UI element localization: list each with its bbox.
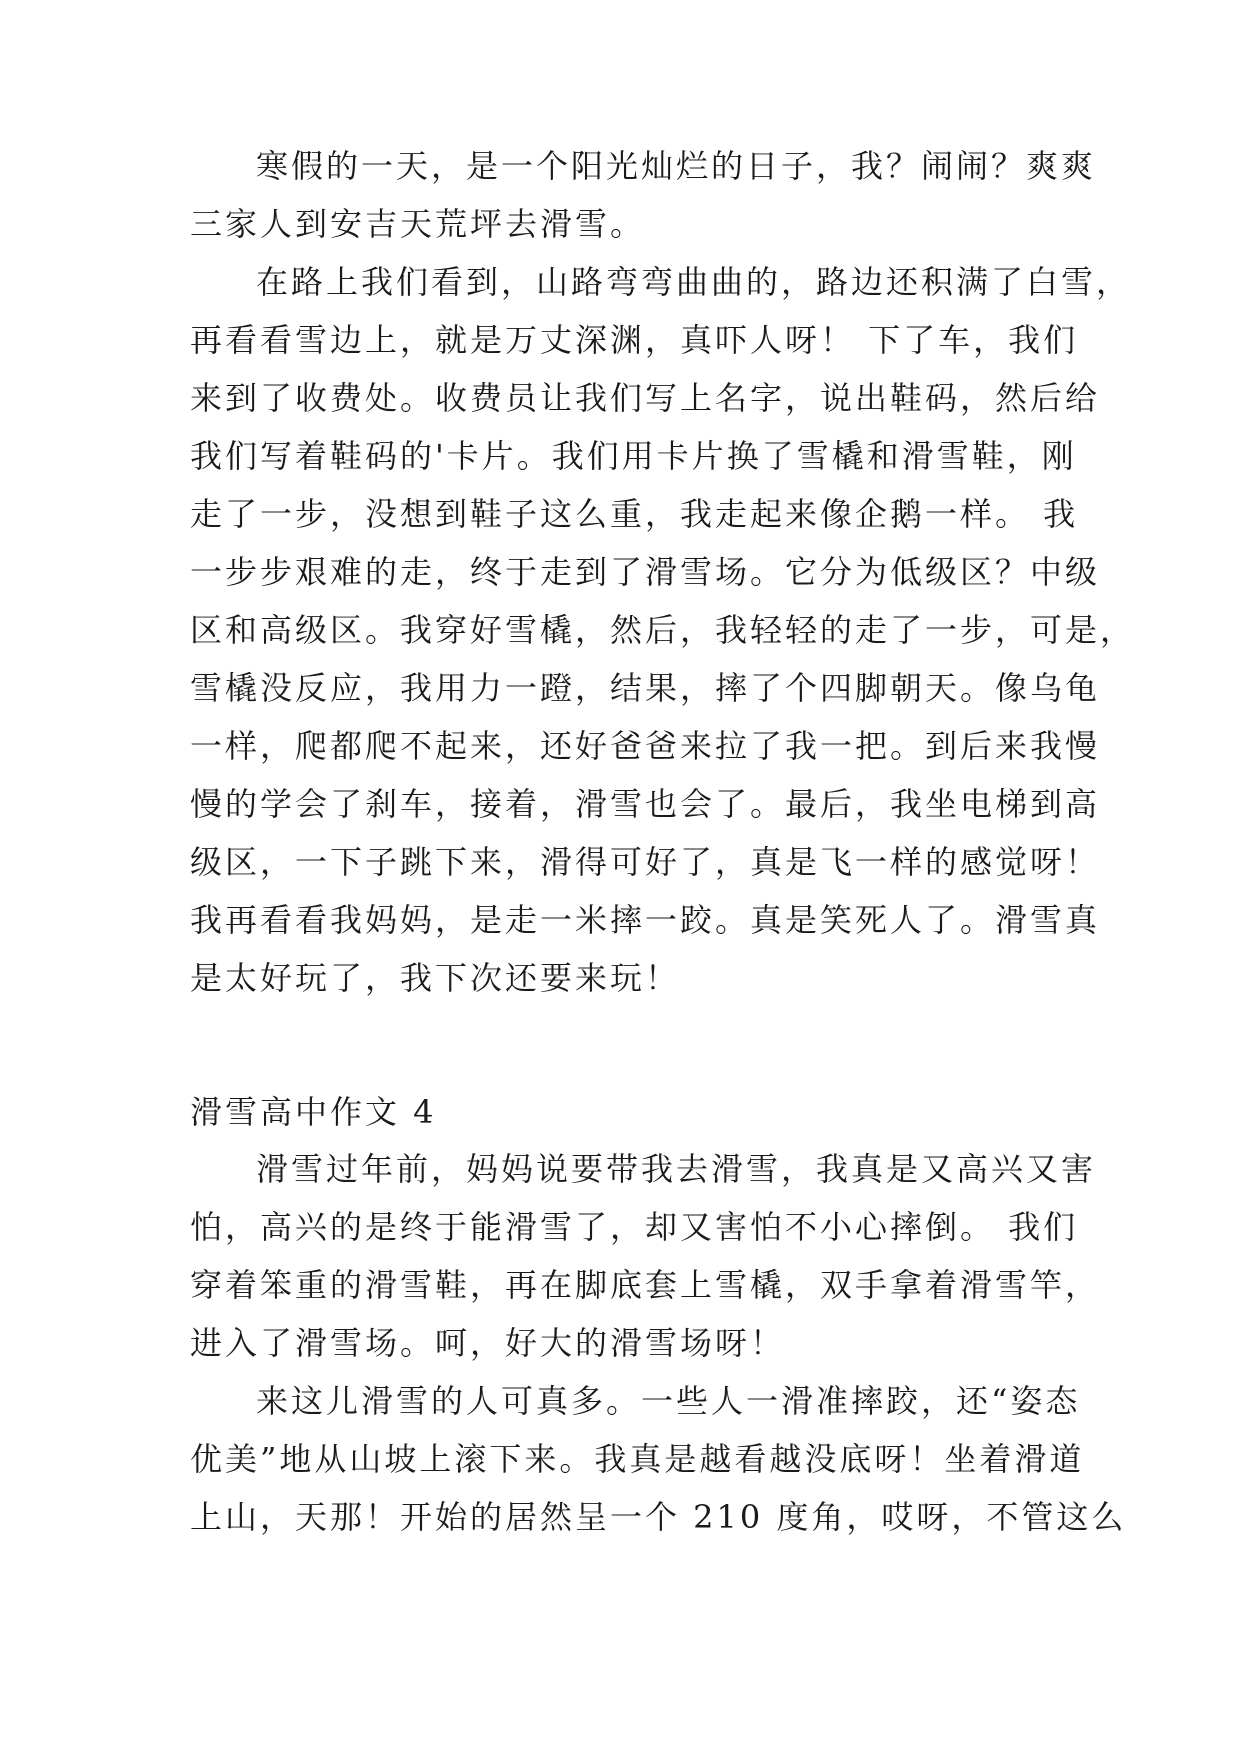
text-line: 是太好玩了，我下次还要来玩！	[190, 959, 681, 997]
text-line: 怕，高兴的是终于能滑雪了，却又害怕不小心摔倒。 我们	[190, 1208, 1079, 1246]
text-line: 再看看雪边上，就是万丈深渊，真吓人呀！ 下了车，我们	[190, 321, 1079, 359]
text-line: 在路上我们看到，山路弯弯曲曲的，路边还积满了白雪，	[256, 263, 1132, 301]
text-line: 走了一步，没想到鞋子这么重，我走起来像企鹅一样。 我	[190, 495, 1079, 533]
text-line: 级区，一下子跳下来，滑得可好了，真是飞一样的感觉呀！	[190, 843, 1101, 881]
text-line: 进入了滑雪场。呵，好大的滑雪场呀！	[190, 1324, 786, 1362]
text-line: 寒假的一天，是一个阳光灿烂的日子，我？闹闹？爽爽	[256, 147, 1097, 185]
essay-section-a	[190, 137, 1136, 1007]
text-line: 一样，爬都爬不起来，还好爸爸来拉了我一把。到后来我慢	[190, 727, 1101, 765]
text-line: 三家人到安吉天荒坪去滑雪。	[190, 205, 646, 243]
section-heading: 滑雪高中作文 4	[190, 1093, 437, 1131]
text-line: 上山，天那！开始的居然呈一个 210 度角，哎呀，不管这么	[190, 1498, 1127, 1536]
essay-section-b	[190, 1140, 1127, 1546]
text-line: 我们写着鞋码的'卡片。我们用卡片换了雪橇和滑雪鞋，刚	[190, 437, 1077, 475]
text-line: 滑雪过年前，妈妈说要带我去滑雪，我真是又高兴又害	[256, 1150, 1097, 1188]
text-line: 穿着笨重的滑雪鞋，再在脚底套上雪橇，双手拿着滑雪竿，	[190, 1266, 1101, 1304]
text-line: 慢的学会了刹车，接着，滑雪也会了。最后，我坐电梯到高	[190, 785, 1101, 823]
text-line: 区和高级区。我穿好雪橇，然后，我轻轻的走了一步，可是，	[190, 611, 1136, 649]
text-line: 来这儿滑雪的人可真多。一些人一滑准摔跤，还“姿态	[256, 1382, 1081, 1420]
text-line: 我再看看我妈妈，是走一米摔一跤。真是笑死人了。滑雪真	[190, 901, 1101, 939]
text-line: 雪橇没反应，我用力一蹬，结果，摔了个四脚朝天。像乌龟	[190, 669, 1101, 707]
text-line: 优美”地从山坡上滚下来。我真是越看越没底呀！坐着滑道	[190, 1440, 1085, 1478]
text-line: 来到了收费处。收费员让我们写上名字，说出鞋码，然后给	[190, 379, 1101, 417]
text-line: 一步步艰难的走，终于走到了滑雪场。它分为低级区？中级	[190, 553, 1101, 591]
